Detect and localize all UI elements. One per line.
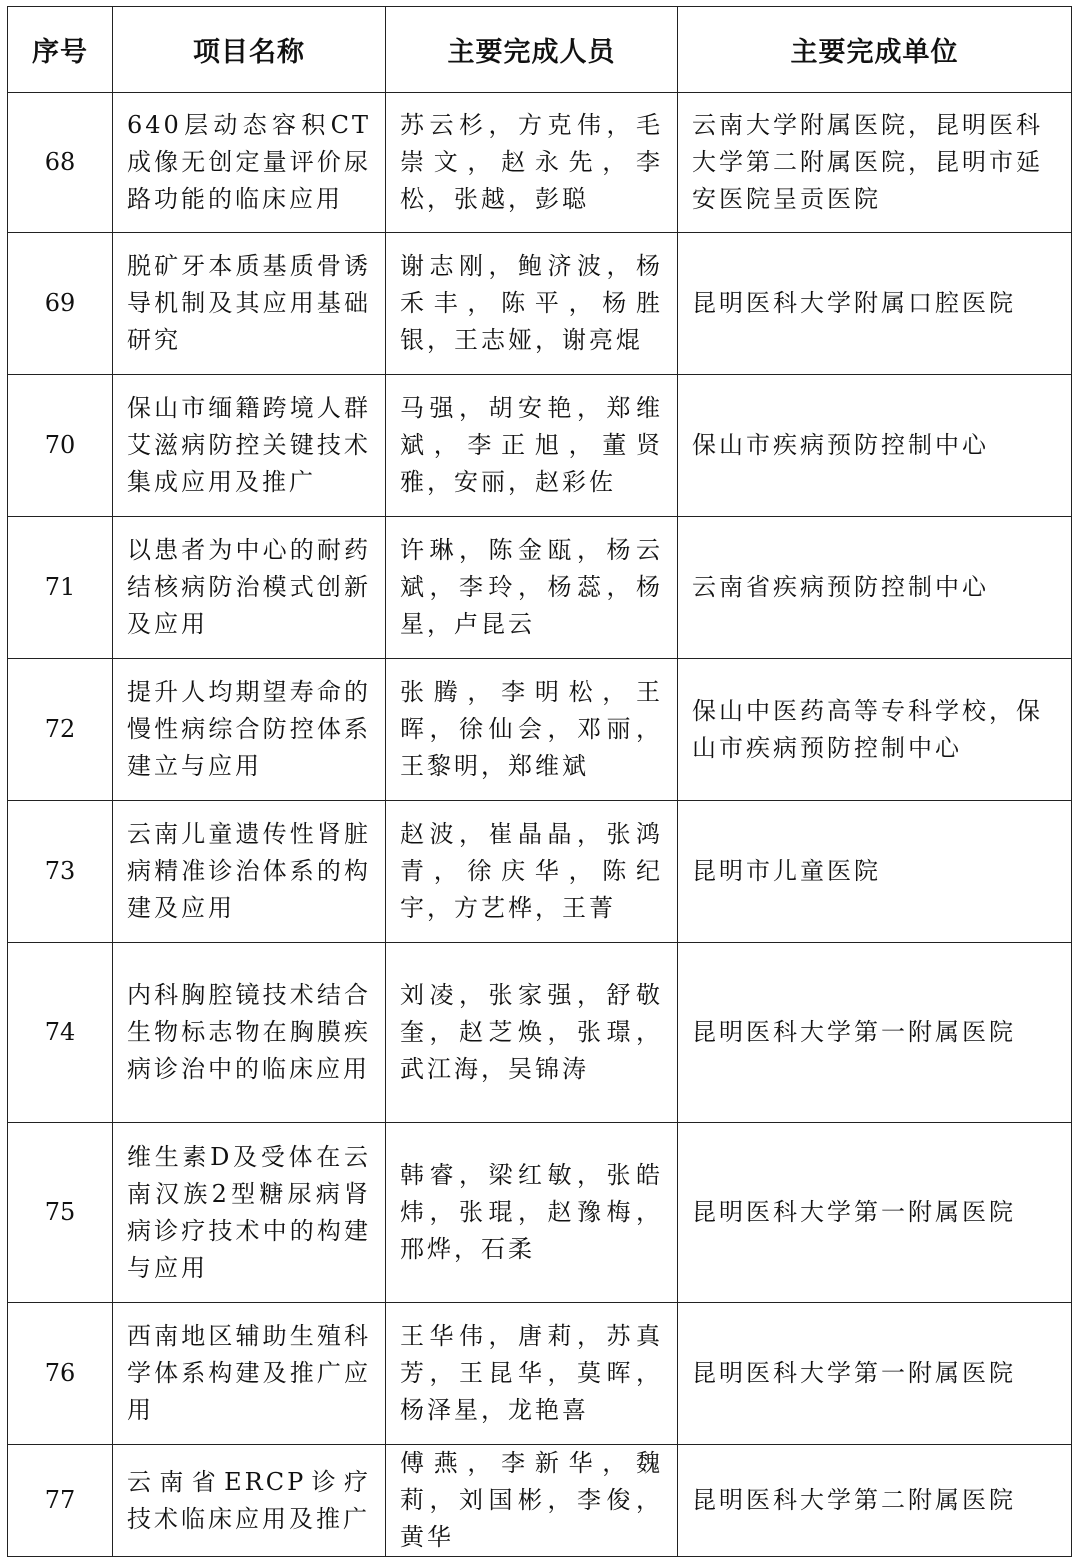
main-people: 谢志刚，鲍济波，杨禾丰，陈平，杨胜银，王志娅，谢亮焜 xyxy=(386,233,678,375)
awards-table xyxy=(7,6,1072,1557)
header-project-name: 项目名称 xyxy=(113,7,386,93)
main-unit: 昆明医科大学第一附属医院 xyxy=(678,943,1072,1123)
main-unit: 云南大学附属医院，昆明医科大学第二附属医院，昆明市延安医院呈贡医院 xyxy=(678,93,1072,233)
main-people: 韩睿，梁红敏，张皓炜，张琨，赵豫梅，邢烨，石柔 xyxy=(386,1123,678,1303)
project-name: 维生素D及受体在云南汉族2型糖尿病肾病诊疗技术中的构建与应用 xyxy=(113,1123,386,1303)
project-name: 云南儿童遗传性肾脏病精准诊治体系的构建及应用 xyxy=(113,801,386,943)
main-unit: 保山中医药高等专科学校，保山市疾病预防控制中心 xyxy=(678,659,1072,801)
row-number: 75 xyxy=(8,1123,113,1303)
table-row xyxy=(8,233,1072,375)
row-number: 69 xyxy=(8,233,113,375)
project-name: 提升人均期望寿命的慢性病综合防控体系建立与应用 xyxy=(113,659,386,801)
project-name: 云南省ERCP诊疗技术临床应用及推广 xyxy=(113,1445,386,1557)
table-row xyxy=(8,1123,1072,1303)
main-unit: 昆明市儿童医院 xyxy=(678,801,1072,943)
main-people: 马强，胡安艳，郑维斌，李正旭，董贤雅，安丽，赵彩佐 xyxy=(386,375,678,517)
table-row xyxy=(8,1445,1072,1557)
main-unit: 昆明医科大学第二附属医院 xyxy=(678,1445,1072,1557)
main-unit: 云南省疾病预防控制中心 xyxy=(678,517,1072,659)
header-no: 序号 xyxy=(8,7,113,93)
table-row xyxy=(8,517,1072,659)
row-number: 70 xyxy=(8,375,113,517)
row-number: 74 xyxy=(8,943,113,1123)
row-number: 77 xyxy=(8,1445,113,1557)
main-unit: 昆明医科大学第一附属医院 xyxy=(678,1303,1072,1445)
project-name: 西南地区辅助生殖科学体系构建及推广应用 xyxy=(113,1303,386,1445)
row-number: 72 xyxy=(8,659,113,801)
project-name: 640层动态容积CT成像无创定量评价尿路功能的临床应用 xyxy=(113,93,386,233)
row-number: 68 xyxy=(8,93,113,233)
table-header xyxy=(8,7,1072,93)
main-people: 苏云杉，方克伟，毛崇文，赵永先，李松，张越，彭聪 xyxy=(386,93,678,233)
table-row xyxy=(8,375,1072,517)
main-unit: 保山市疾病预防控制中心 xyxy=(678,375,1072,517)
header-row xyxy=(8,7,1072,93)
table-row xyxy=(8,659,1072,801)
table-row xyxy=(8,801,1072,943)
main-people: 傅燕，李新华，魏莉，刘国彬，李俊，黄华 xyxy=(386,1445,678,1557)
main-unit: 昆明医科大学第一附属医院 xyxy=(678,1123,1072,1303)
table-row xyxy=(8,93,1072,233)
project-name: 保山市缅籍跨境人群艾滋病防控关键技术集成应用及推广 xyxy=(113,375,386,517)
project-name: 内科胸腔镜技术结合生物标志物在胸膜疾病诊治中的临床应用 xyxy=(113,943,386,1123)
main-people: 张腾，李明松，王晖，徐仙会，邓丽，王黎明，郑维斌 xyxy=(386,659,678,801)
table-row xyxy=(8,943,1072,1123)
main-unit: 昆明医科大学附属口腔医院 xyxy=(678,233,1072,375)
project-name: 以患者为中心的耐药结核病防治模式创新及应用 xyxy=(113,517,386,659)
main-people: 赵波，崔晶晶，张鸿青，徐庆华，陈纪宇，方艺桦，王菁 xyxy=(386,801,678,943)
main-people: 许琳，陈金瓯，杨云斌，李玲，杨蕊，杨星，卢昆云 xyxy=(386,517,678,659)
table-row xyxy=(8,1303,1072,1445)
row-number: 76 xyxy=(8,1303,113,1445)
main-people: 王华伟，唐莉，苏真芳，王昆华，莫晖，杨泽星，龙艳喜 xyxy=(386,1303,678,1445)
header-main-unit: 主要完成单位 xyxy=(678,7,1072,93)
row-number: 73 xyxy=(8,801,113,943)
main-people: 刘凌，张家强，舒敬奎，赵芝焕，张璟，武江海，吴锦涛 xyxy=(386,943,678,1123)
project-name: 脱矿牙本质基质骨诱导机制及其应用基础研究 xyxy=(113,233,386,375)
table-body xyxy=(8,93,1072,1557)
row-number: 71 xyxy=(8,517,113,659)
header-main-people: 主要完成人员 xyxy=(386,7,678,93)
